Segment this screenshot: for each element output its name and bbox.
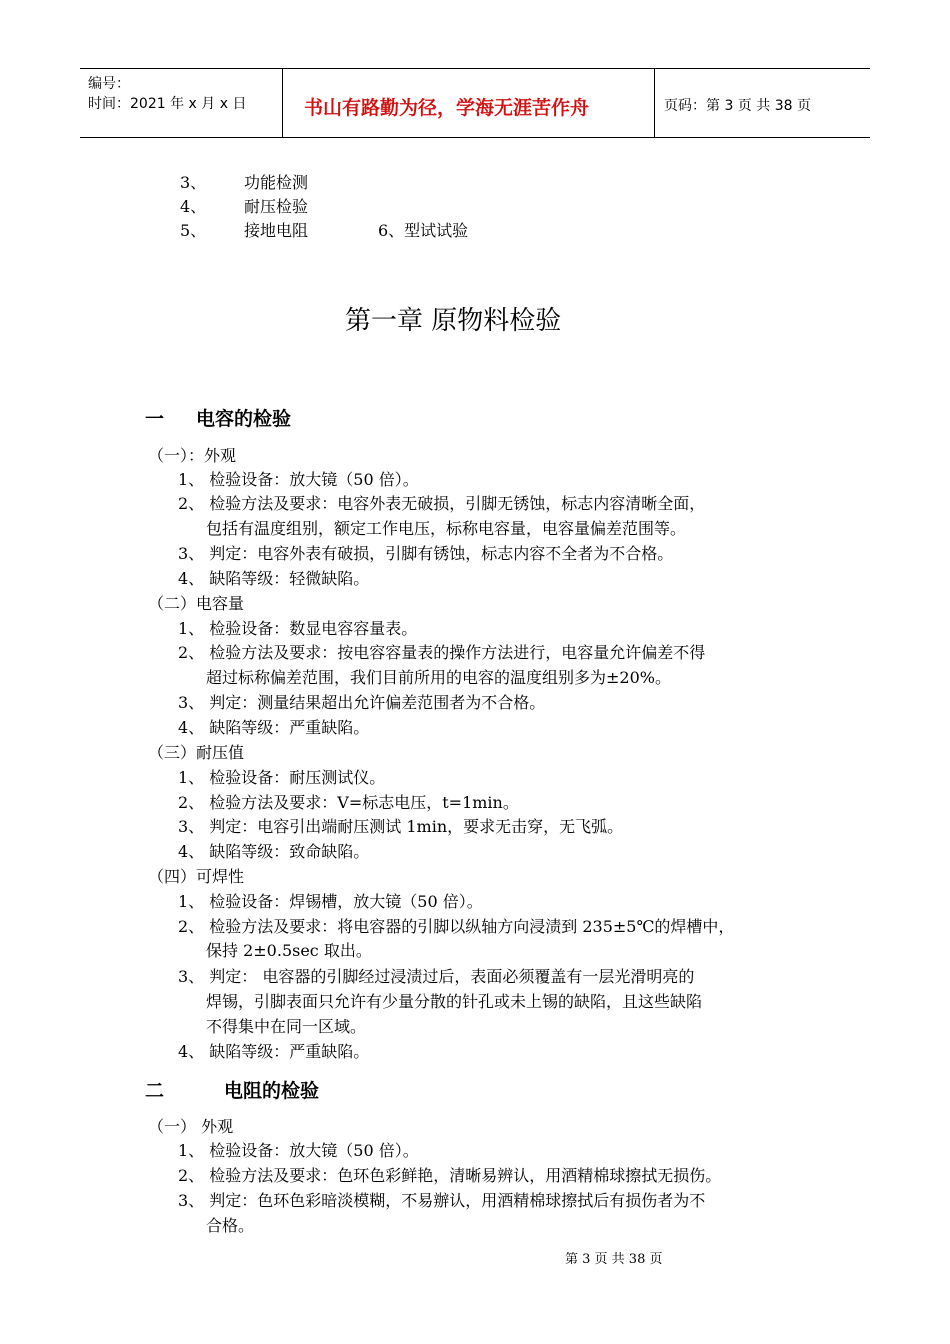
section2-number: 二 <box>145 1080 165 1102</box>
toc-item-5-num: 5、 <box>180 221 207 240</box>
header-right-cell <box>654 69 870 137</box>
s1-sub3-item2: 2、 检验方法及要求：V=标志电压，t=1min。 <box>178 793 519 812</box>
header-motto: 书山有路勤为径，学海无涯苦作舟 <box>304 97 590 119</box>
page-footer: 第 3 页 共 38 页 <box>565 1252 663 1267</box>
s2-sub1-item3a: 3、 判定：色环色彩暗淡模糊，不易辦认，用酒精棉球擦拭后有损伤者为不 <box>178 1191 706 1210</box>
s1-sub2-item1: 1、 检验设备：数显电容容量表。 <box>178 619 418 638</box>
s1-sub1-item3: 3、 判定：电容外表有破损，引脚有锈蚀，标志内容不全者为不合格。 <box>178 544 674 563</box>
s1-sub2-item2b: 超过标称偏差范围，我们目前所用的电容的温度组别多为±20%。 <box>206 668 671 687</box>
chapter-title: 第一章 原物料检验 <box>345 306 562 336</box>
s1-sub1-item2b: 包括有温度组别，额定工作电压，标称电容量，电容量偏差范围等。 <box>206 519 687 538</box>
toc-item-5-label: 接地电阻 <box>244 221 309 240</box>
toc-item-3-num: 3、 <box>180 173 207 192</box>
s1-sub4-item4: 4、 缺陷等级：严重缺陷。 <box>178 1042 370 1061</box>
s2-sub1-item3b: 合格。 <box>206 1216 255 1235</box>
s1-sub3-item1: 1、 检验设备：耐压测试仪。 <box>178 768 386 787</box>
header-number-label: 编号： <box>88 76 130 92</box>
s1-sub4-item2a: 2、 检验方法及要求：将电容器的引脚以纵轴方向浸渍到 235±5℃的焊槽中， <box>178 917 735 936</box>
s1-sub4-item3a: 3、 判定： 电容器的引脚经过浸渍过后，表面必须覆盖有一层光滑明亮的 <box>178 967 695 986</box>
s1-sub4-item2b: 保持 2±0.5sec 取出。 <box>206 941 372 960</box>
section1-title: 电容的检验 <box>196 408 292 430</box>
s2-sub1-item2: 2、 检验方法及要求：色环色彩鲜艳，清晰易辨认，用酒精棉球擦拭无损伤。 <box>178 1166 722 1185</box>
s1-sub4-item3b: 焊锡，引脚表面只允许有少量分散的针孔或未上锡的缺陷，且这些缺陷 <box>206 992 703 1011</box>
toc-item-6-label: 6、型试试验 <box>378 221 469 240</box>
s1-sub1-item1: 1、 检验设备：放大镜（50 倍）。 <box>178 470 419 489</box>
header-page-label: 页码：第 3 页 共 38 页 <box>664 98 811 114</box>
s1-sub3-item4: 4、 缺陷等级：致命缺陷。 <box>178 842 370 861</box>
header-left-cell <box>80 69 283 137</box>
toc-item-4-label: 耐压检验 <box>244 197 309 216</box>
section2-title: 电阻的检验 <box>224 1080 320 1102</box>
s1-sub3-item3: 3、 判定：电容引出端耐压测试 1min，要求无击穿，无飞弧。 <box>178 817 624 836</box>
s1-sub4-item1: 1、 检验设备：焊锡槽，放大镜（50 倍）。 <box>178 892 483 911</box>
s1-sub1-item4: 4、 缺陷等级：轻微缺陷。 <box>178 569 370 588</box>
header-middle-cell <box>282 69 655 137</box>
toc-item-3-label: 功能检测 <box>244 173 309 192</box>
s1-sub4-heading: （四）可焊性 <box>148 867 245 886</box>
s1-sub2-item4: 4、 缺陷等级：严重缺陷。 <box>178 718 370 737</box>
s1-sub4-item3c: 不得集中在同一区域。 <box>206 1017 367 1036</box>
s1-sub2-item3: 3、 判定：测量结果超出允许偏差范围者为不合格。 <box>178 693 546 712</box>
s1-sub2-heading: （二）电容量 <box>148 594 245 613</box>
s2-sub1-heading: （一） 外观 <box>148 1117 234 1136</box>
page-header <box>80 68 870 138</box>
s1-sub2-item2a: 2、 检验方法及要求：按电容容量表的操作方法进行，电容量允许偏差不得 <box>178 643 706 662</box>
header-time-label: 时间：2021 年 x 月 x 日 <box>88 96 247 112</box>
s1-sub1-heading: （一）：外观 <box>148 446 237 465</box>
s2-sub1-item1: 1、 检验设备：放大镜（50 倍）。 <box>178 1141 419 1160</box>
toc-item-4-num: 4、 <box>180 197 207 216</box>
s1-sub3-heading: （三）耐压值 <box>148 743 245 762</box>
section1-number: 一 <box>145 408 165 430</box>
s1-sub1-item2a: 2、 检验方法及要求：电容外表无破损，引脚无锈蚀，标志内容清晰全面， <box>178 494 706 513</box>
